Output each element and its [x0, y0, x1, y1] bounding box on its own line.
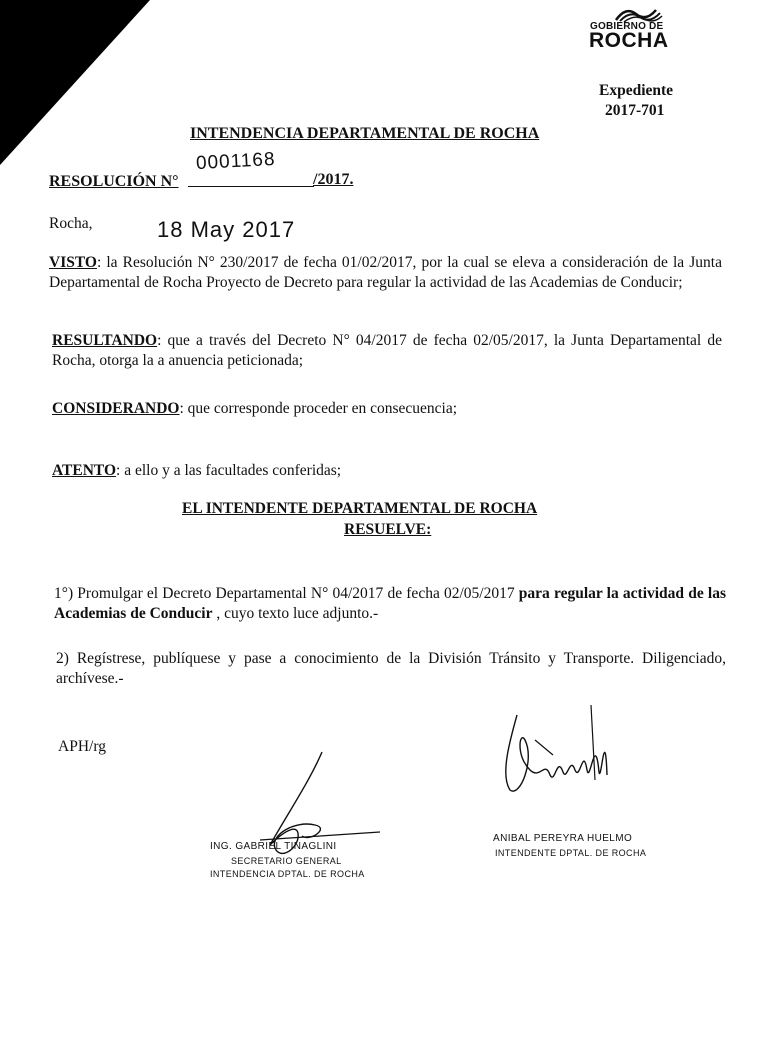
item-1-bold: para regular la actividad de las Academias de Conducir — [54, 585, 726, 622]
atento-text: : a ello y a las facultades conferidas; — [116, 462, 342, 479]
place: Rocha, — [49, 215, 93, 232]
expediente-number: 2017-701 — [605, 102, 665, 119]
visto-paragraph — [49, 253, 722, 293]
initials: APH/rg — [58, 738, 106, 755]
resuelve-heading: RESUELVE: — [344, 521, 432, 538]
item-2-paragraph: 2) Regístrese, publíquese y pase a conocimiento de la División Tránsito y Transporte. Diligenciado, archívese.- — [56, 650, 726, 687]
resultando-text: : que a través del Decreto N° 04/2017 de fecha 02/05/2017, la Junta Departamental de Rocha, otorga la a anuencia peticionada; — [52, 332, 722, 369]
item-1-suffix: , cuyo texto luce adjunto.- — [212, 605, 379, 622]
signature-right-name: ANIBAL PEREYRA HUELMO — [493, 833, 633, 844]
logo-line-1: GOBIERNO DE — [590, 21, 664, 32]
resolution-label: RESOLUCIÓN N° — [49, 173, 179, 190]
visto-label: VISTO — [49, 254, 97, 271]
signature-left-org: INTENDENCIA DPTAL. DE ROCHA — [210, 869, 365, 879]
signature-left-name: ING. GABRIEL TINAGLINI — [210, 841, 337, 852]
resolution-number-stamp: 0001168 — [195, 148, 277, 175]
resultando-paragraph — [52, 331, 722, 371]
resultando-label: RESULTANDO — [52, 332, 158, 349]
signature-left-title: SECRETARIO GENERAL — [231, 856, 342, 866]
gobierno-de-rocha-logo — [588, 4, 684, 52]
signature-right-scribble — [495, 700, 625, 800]
considerando-label: CONSIDERANDO — [52, 400, 180, 417]
atento-paragraph — [52, 461, 722, 481]
considerando-paragraph — [52, 399, 722, 419]
logo-wave-icon — [606, 4, 666, 22]
item-1-prefix: 1°) Promulgar el Decreto Departamental N° 04/2017 de fecha 02/05/2017 — [54, 585, 519, 602]
scan-corner-shadow — [0, 0, 150, 165]
resolution-year: /2017. — [313, 171, 354, 188]
expediente-label: Expediente — [599, 82, 674, 99]
logo-line-2: ROCHA — [589, 29, 669, 52]
atento-label: ATENTO — [52, 462, 117, 479]
considerando-text: : que corresponde proceder en consecuencia; — [179, 400, 458, 417]
resolution-underline — [188, 186, 314, 187]
date-stamp: 18 May 2017 — [157, 217, 296, 242]
signature-right-title: INTENDENTE DPTAL. DE ROCHA — [495, 848, 647, 858]
intendente-heading: EL INTENDENTE DEPARTAMENTAL DE ROCHA — [182, 500, 538, 517]
item-1-paragraph — [54, 584, 726, 624]
visto-text: : la Resolución N° 230/2017 de fecha 01/02/2017, por la cual se eleva a consideración de la Junta Departamental de Rocha Proyecto de Decreto para regular la actividad de las Academias de Conducir; — [49, 254, 722, 291]
signature-left-scribble — [240, 750, 390, 870]
page-title: INTENDENCIA DEPARTAMENTAL DE ROCHA — [190, 125, 540, 142]
